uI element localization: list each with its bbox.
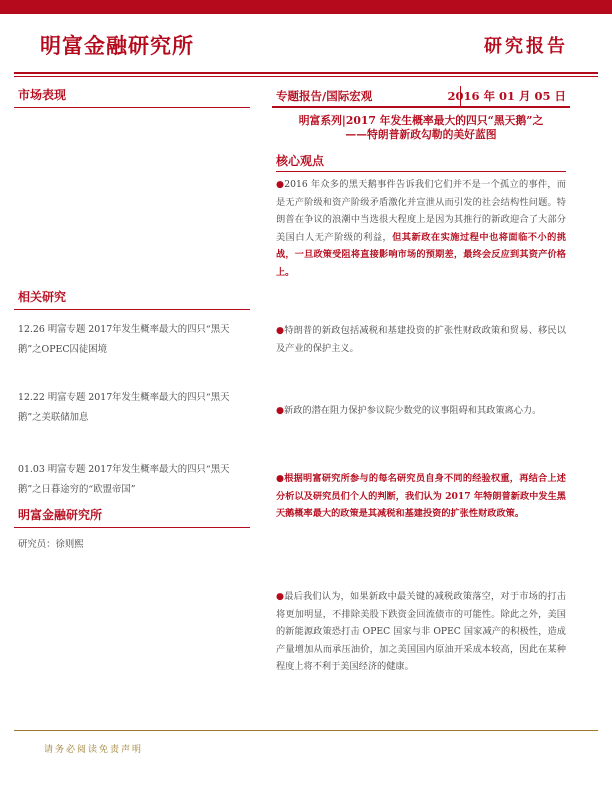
key-point-paragraph	[276, 322, 566, 357]
report-category: 专题报告/国际宏观	[276, 89, 373, 103]
header-divider-thin	[14, 76, 598, 77]
paragraph-emphasis: 根据明富研究所参与的每名研究员自身不同的经验权重，再结合上述分析以及研究员们个人的判断，我们认为 2017 年特朗普新政中发生黑天鹅概率最大的政策是其减税和基建投资的扩张性财政政策。	[276, 473, 566, 520]
market-performance-title: 市场表现	[14, 86, 250, 108]
paragraph-text: 新政的潜在阻力保护参议院少数党的议事阻碍和其政策离心力。	[284, 405, 542, 416]
footer-divider	[14, 730, 598, 731]
researcher-name: 研究员：徐则熙	[18, 539, 84, 550]
bullet-icon: ●	[276, 591, 285, 602]
related-research-title: 相关研究	[14, 288, 250, 310]
paragraph-text: 最后我们认为，如果新政中最关键的减税政策落空，对于市场的打击将更加明显，不排除美股下跌资金回流债市的可能性。除此之外，美国的新能源政策恐打击 OPEC 国家与非 OPEC 国家减产的积极性，造成产量增加从而承压油价，加之美国国内原油开采成本较高，因此在某种程度上将不利于美国经济的健康。	[276, 591, 566, 673]
key-points-title: 核心观点	[276, 152, 566, 172]
paragraph-text: 2016 年众多的黑天鹅事件告诉我们它们并不是一个孤立的事件，而是无产阶级和资产阶级矛盾激化并宣泄从而引发的社会结构性问题。特朗普在争议的浪潮中当选很大程度上是因为其推行的新政迎合了大部分美国白人无产阶级的利益，	[276, 179, 566, 243]
related-research-item[interactable]: 12.26 明富专题 2017年发生概率最大的四只“黑天鹅”之OPEC囚徒困境	[18, 324, 230, 355]
logo: 明富金融研究所	[40, 34, 194, 58]
top-brand-bar	[0, 0, 612, 14]
report-title	[272, 114, 570, 142]
related-research-section	[14, 288, 250, 495]
key-point-paragraph	[276, 470, 566, 523]
paragraph-text: 特朗普的新政包括减税和基建投资的扩张性财政政策和贸易、移民以及产业的保护主义。	[276, 325, 566, 354]
related-research-item[interactable]: 01.03 明富专题 2017年发生概率最大的四只“黑天鹅”之日暮途穷的“欧盟帝国”	[18, 464, 230, 495]
market-performance-section	[14, 86, 250, 108]
key-point-paragraph	[276, 176, 566, 282]
disclaimer-text: 请务必阅读免责声明	[44, 745, 144, 755]
bullet-icon: ●	[276, 473, 285, 484]
report-title-line1: 明富系列|2017 年发生概率最大的四只“黑天鹅”之	[298, 114, 544, 127]
report-type-label: 研究报告	[484, 36, 568, 57]
paragraph-emphasis: 但其新政在实施过程中也将面临不小的挑战，一旦政策受阻将直接影响市场的预期差，最终会反应到其资产价格上。	[276, 231, 567, 278]
key-point-paragraph	[276, 402, 566, 420]
report-meta-bar	[272, 86, 570, 108]
bullet-icon: ●	[276, 405, 285, 416]
report-title-line2: ——特朗普新政勾勒的美好蓝图	[345, 128, 497, 141]
header-divider	[14, 72, 598, 74]
report-date: 2016 年 01 月 05 日	[447, 89, 566, 103]
institute-title: 明富金融研究所	[14, 506, 250, 528]
bullet-icon: ●	[276, 179, 285, 190]
bullet-icon: ●	[276, 325, 285, 336]
related-research-item[interactable]: 12.22 明富专题 2017年发生概率最大的四只“黑天鹅”之美联储加息	[18, 392, 230, 423]
institute-section	[14, 506, 250, 528]
key-point-paragraph	[276, 588, 566, 676]
